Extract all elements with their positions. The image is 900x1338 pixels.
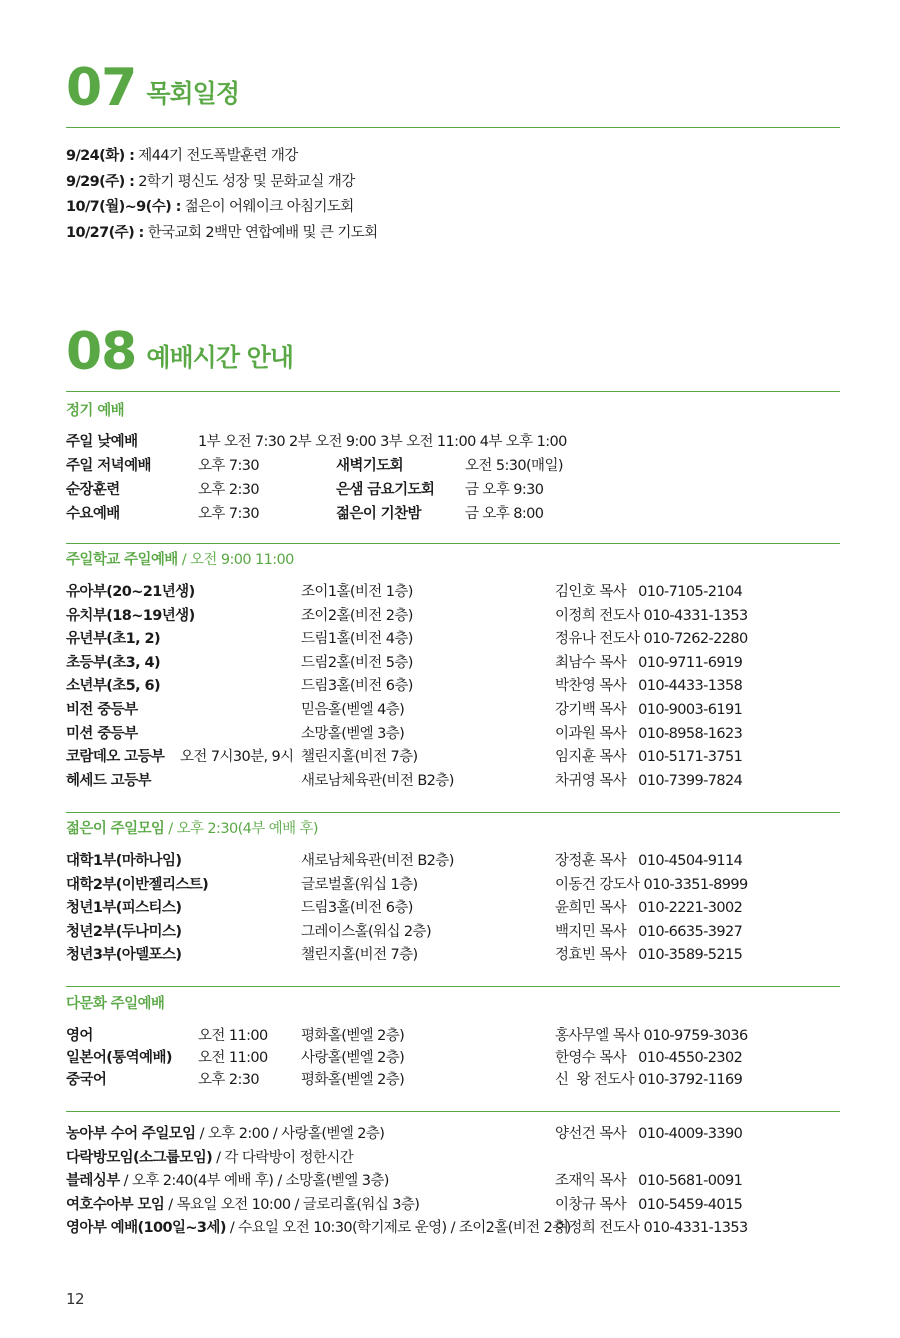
department-contact: 차귀영 목사 010-7399-7824 (555, 772, 743, 789)
section-07-header (66, 58, 239, 118)
department-place: 챌린지홀(비전 7층) (301, 947, 418, 964)
schedule-item (66, 149, 298, 164)
worship-name: 순장훈련 (66, 481, 120, 498)
meeting-contact: 양선건 목사 010-4009-3390 (555, 1126, 743, 1142)
subsection-title-young (66, 822, 318, 837)
department-place: 챌린지홀(비전 7층) (301, 749, 418, 766)
department-place: 그레이스홀(워십 2층) (301, 923, 432, 940)
department-contact: 윤희민 목사 010-2221-3002 (555, 900, 743, 917)
meeting-item (66, 1198, 419, 1213)
section-title: 목회일정 (146, 79, 239, 108)
language-name: 중국어 (66, 1072, 107, 1088)
department-place: 새로남체육관(비전 B2층) (301, 772, 454, 789)
department-name: 대학2부(이반젤리스트) (66, 876, 209, 893)
divider (66, 1111, 840, 1112)
meeting-contact: 이정희 전도사 010-4331-1353 (555, 1220, 748, 1237)
schedule-item (66, 175, 355, 190)
divider (66, 986, 840, 987)
worship-time: 금 오후 9:30 (465, 481, 544, 498)
worship-contact: 홍사무엘 목사 010-9759-3036 (555, 1028, 748, 1044)
meeting-name: 블레싱부 (66, 1173, 120, 1190)
department-name: 청년1부(피스티스) (66, 900, 182, 917)
subsection-title-regular: 정기 예배 (66, 403, 125, 419)
department-place: 드림3홀(비전 6층) (301, 678, 413, 695)
divider (66, 543, 840, 544)
department-place: 글로벌홀(워십 1층) (301, 876, 418, 893)
worship-time: 오전 11:00 (198, 1028, 268, 1044)
meeting-detail: / 각 다락방이 정한시간 (212, 1149, 354, 1166)
worship-time: 오후 2:30 (198, 1072, 259, 1088)
subsection-label: 주일학교 주일예배 (66, 552, 178, 568)
divider (66, 812, 840, 813)
department-name: 유치부(18~19년생) (66, 607, 195, 624)
section-08-header (66, 322, 293, 382)
schedule-date: 10/7(월)~9(수) : (66, 199, 181, 215)
section-number: 07 (66, 58, 137, 118)
worship-name: 주일 저녁예배 (66, 458, 151, 474)
worship-time: 오후 2:30 (198, 481, 259, 498)
subsection-label: 젊은이 주일모임 (66, 821, 165, 837)
meeting-contact: 조재익 목사 010-5681-0091 (555, 1173, 743, 1190)
department-place: 조이2홀(비전 2층) (301, 607, 413, 624)
worship-name: 새벽기도회 (336, 458, 404, 474)
meeting-name: 다락방모임(소그룹모임) (66, 1149, 213, 1166)
meeting-item (66, 1174, 389, 1189)
department-time: 오전 7시30분, 9시 (180, 749, 294, 766)
page-number: 12 (66, 1290, 84, 1308)
section-title: 예배시간 안내 (146, 343, 293, 372)
schedule-date: 9/24(화) : (66, 148, 135, 164)
meeting-name: 농아부 수어 주일모임 (66, 1126, 196, 1142)
department-contact: 이정희 전도사 010-4331-1353 (555, 607, 748, 624)
department-place: 드림1홀(비전 4층) (301, 631, 413, 648)
schedule-text: 한국교회 2백만 연합예배 및 큰 기도회 (143, 224, 378, 241)
department-name: 대학1부(마하나임) (66, 853, 182, 869)
meeting-item (66, 1127, 384, 1142)
department-contact: 최남수 목사 010-9711-6919 (555, 654, 743, 671)
department-name: 미션 중등부 (66, 725, 138, 742)
subsection-title-multicultural: 다문화 주일예배 (66, 996, 165, 1012)
meeting-detail: / 오후 2:00 / 사랑홀(벧엘 2층) (195, 1126, 385, 1142)
divider (66, 127, 840, 128)
department-place: 드림2홀(비전 5층) (301, 654, 413, 671)
meeting-item (66, 1221, 571, 1236)
section-number: 08 (66, 322, 137, 382)
worship-name: 주일 낮예배 (66, 434, 138, 450)
subsection-title-sunday-school (66, 553, 294, 568)
meeting-item (66, 1151, 353, 1166)
meeting-name: 영아부 예배(100일~3세) (66, 1220, 226, 1237)
schedule-item (66, 200, 354, 215)
department-place: 소망홀(벧엘 3층) (301, 725, 405, 742)
worship-contact: 한영수 목사 010-4550-2302 (555, 1050, 743, 1066)
department-contact: 이과원 목사 010-8958-1623 (555, 725, 743, 742)
schedule-text: 젊은이 어웨이크 아침기도회 (180, 199, 354, 215)
department-name: 청년2부(두나미스) (66, 923, 182, 940)
worship-time: 오후 7:30 (198, 458, 259, 474)
department-name: 청년3부(아델포스) (66, 947, 182, 964)
department-place: 드림3홀(비전 6층) (301, 900, 413, 917)
department-contact: 백지민 목사 010-6635-3927 (555, 923, 743, 940)
department-place: 믿음홀(벧엘 4층) (301, 702, 405, 718)
department-name: 비전 중등부 (66, 702, 138, 718)
meeting-detail: / 오후 2:40(4부 예배 후) / 소망홀(벧엘 3층) (119, 1173, 389, 1190)
subsection-time: / 오전 9:00 11:00 (177, 552, 294, 568)
department-name: 소년부(초5, 6) (66, 678, 161, 695)
worship-time: 1부 오전 7:30 2부 오전 9:00 3부 오전 11:00 4부 오후 1:00 (198, 434, 567, 450)
department-name: 유년부(초1, 2) (66, 631, 161, 648)
department-place: 조이1홀(비전 1층) (301, 584, 413, 600)
schedule-date: 10/27(주) : (66, 224, 144, 241)
schedule-text: 2학기 평신도 성장 및 문화교실 개강 (134, 173, 355, 190)
schedule-date: 9/29(주) : (66, 173, 135, 190)
language-name: 영어 (66, 1028, 93, 1044)
department-contact: 강기백 목사 010-9003-6191 (555, 702, 743, 718)
meeting-contact: 이창규 목사 010-5459-4015 (555, 1196, 743, 1213)
department-contact: 정효빈 목사 010-3589-5215 (555, 947, 743, 964)
divider (66, 391, 840, 392)
schedule-text: 제44기 전도폭발훈련 개강 (134, 148, 298, 164)
meeting-detail: / 수요일 오전 10:30(학기제로 운영) / 조이2홀(비전 2층) (225, 1220, 571, 1237)
worship-time: 오후 7:30 (198, 505, 259, 522)
department-name: 코람데오 고등부 (66, 749, 165, 766)
worship-contact: 신 왕 전도사 010-3792-1169 (555, 1072, 743, 1088)
department-place: 새로남체육관(비전 B2층) (301, 853, 454, 869)
worship-time: 금 오후 8:00 (465, 505, 544, 522)
department-name: 유아부(20~21년생) (66, 584, 195, 600)
worship-time: 오전 5:30(매일) (465, 458, 563, 474)
worship-name: 은샘 금요기도회 (336, 481, 435, 498)
worship-place: 평화홀(벧엘 2층) (301, 1072, 405, 1088)
department-contact: 정유나 전도사 010-7262-2280 (555, 631, 748, 648)
worship-place: 평화홀(벧엘 2층) (301, 1028, 405, 1044)
department-contact: 이동건 강도사 010-3351-8999 (555, 876, 748, 893)
department-contact: 임지훈 목사 010-5171-3751 (555, 749, 743, 766)
department-contact: 장정훈 목사 010-4504-9114 (555, 853, 743, 869)
department-contact: 김인호 목사 010-7105-2104 (555, 584, 743, 600)
worship-name: 수요예배 (66, 505, 120, 522)
subsection-time: / 오후 2:30(4부 예배 후) (164, 821, 318, 837)
language-name: 일본어(통역예배) (66, 1050, 172, 1066)
department-contact: 박찬영 목사 010-4433-1358 (555, 678, 743, 695)
schedule-item (66, 226, 378, 241)
meeting-detail: / 목요일 오전 10:00 / 글로리홀(워십 3층) (164, 1196, 420, 1213)
department-name: 헤세드 고등부 (66, 772, 151, 789)
meeting-name: 여호수아부 모임 (66, 1196, 165, 1213)
worship-name: 젊은이 기찬밤 (336, 505, 421, 522)
worship-place: 사랑홀(벧엘 2층) (301, 1050, 405, 1066)
worship-time: 오전 11:00 (198, 1050, 268, 1066)
department-name: 초등부(초3, 4) (66, 654, 161, 671)
